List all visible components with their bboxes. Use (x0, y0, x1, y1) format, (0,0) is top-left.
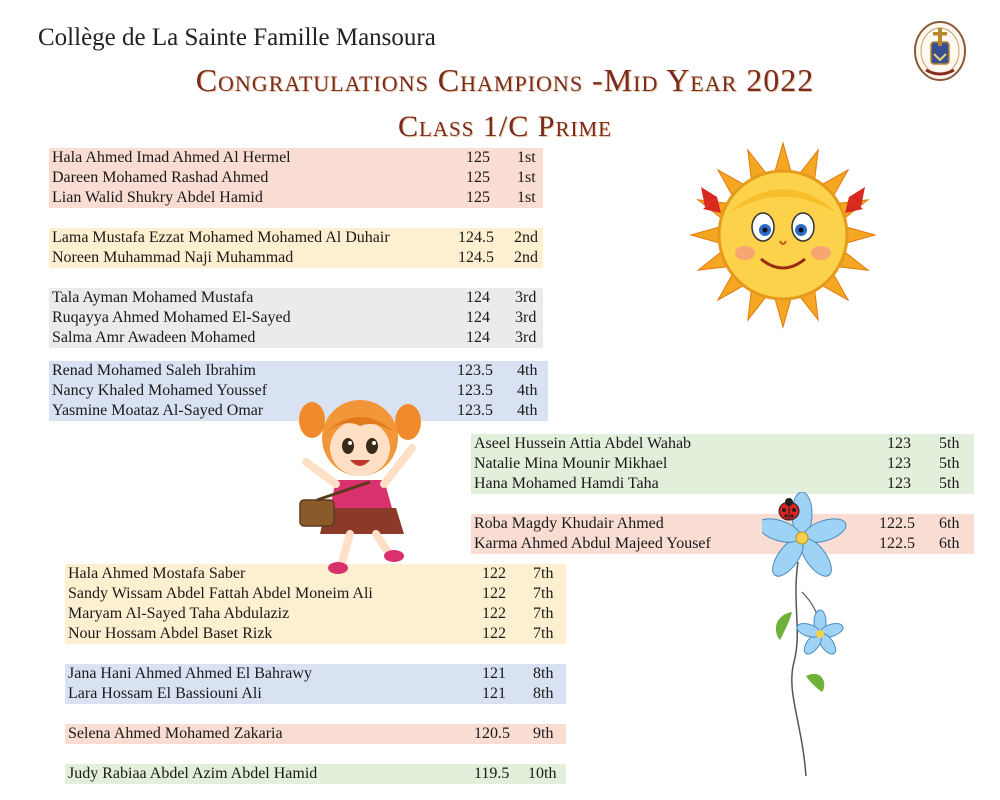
table-row: Jana Hani Ahmed Ahmed El Bahrawy 121 8th (65, 664, 566, 684)
sun-icon (688, 140, 878, 330)
table-row: Judy Rabiaa Abdel Azim Abdel Hamid 119.5 10th (65, 764, 566, 784)
table-row: Dareen Mohamed Rashad Ahmed 125 1st (49, 168, 543, 188)
table-row: Roba Magdy Khudair Ahmed 122.5 6th (471, 514, 974, 534)
table-row: Renad Mohamed Saleh Ibrahim 123.5 4th (49, 361, 548, 381)
table-row: Karma Ahmed Abdul Majeed Yousef 122.5 6th (471, 534, 974, 554)
table-row: Salma Amr Awadeen Mohamed 124 3rd (49, 328, 543, 348)
table-row: Hana Mohamed Hamdi Taha 123 5th (471, 474, 974, 494)
rank-group-10 (65, 764, 566, 784)
table-row: Tala Ayman Mohamed Mustafa 124 3rd (49, 288, 543, 308)
girl-illustration (296, 392, 426, 580)
table-row: Sandy Wissam Abdel Fattah Abdel Moneim Ali 122 7th (65, 584, 566, 604)
rank-group-1 (49, 148, 543, 208)
table-row: Lama Mustafa Ezzat Mohamed Mohamed Al Duhair 124.5 2nd (49, 228, 543, 248)
class-title: Class 1/C Prime (398, 110, 612, 143)
school-crest-icon (912, 20, 968, 82)
school-name: Collège de La Sainte Famille Mansoura (38, 24, 436, 51)
table-row: Ruqayya Ahmed Mohamed El-Sayed 124 3rd (49, 308, 543, 328)
rank-group-2 (49, 228, 543, 268)
rank-group-6 (471, 514, 974, 554)
table-row: Lian Walid Shukry Abdel Hamid 125 1st (49, 188, 543, 208)
table-row: Natalie Mina Mounir Mikhael 123 5th (471, 454, 974, 474)
table-row: Selena Ahmed Mohamed Zakaria 120.5 9th (65, 724, 566, 744)
rank-group-9 (65, 724, 566, 744)
table-row: Lara Hossam El Bassiouni Ali 121 8th (65, 684, 566, 704)
ladybug-icon (776, 496, 802, 522)
table-row: Nour Hossam Abdel Baset Rizk 122 7th (65, 624, 566, 644)
table-row: Yasmine Moataz Al-Sayed Omar 123.5 4th (49, 401, 548, 421)
table-row: Hala Ahmed Imad Ahmed Al Hermel 125 1st (49, 148, 543, 168)
table-row: Noreen Muhammad Naji Muhammad 124.5 2nd (49, 248, 543, 268)
table-row: Maryam Al-Sayed Taha Abdulaziz 122 7th (65, 604, 566, 624)
table-row: Nancy Khaled Mohamed Youssef 123.5 4th (49, 381, 548, 401)
rank-group-3 (49, 288, 543, 348)
flower-icon (762, 492, 852, 782)
rank-group-8 (65, 664, 566, 704)
table-row: Hala Ahmed Mostafa Saber 122 7th (65, 564, 566, 584)
rank-group-5 (471, 434, 974, 494)
page-title: Congratulations Champions -Mid Year 2022 (195, 62, 815, 98)
table-row: Aseel Hussein Attia Abdel Wahab 123 5th (471, 434, 974, 454)
